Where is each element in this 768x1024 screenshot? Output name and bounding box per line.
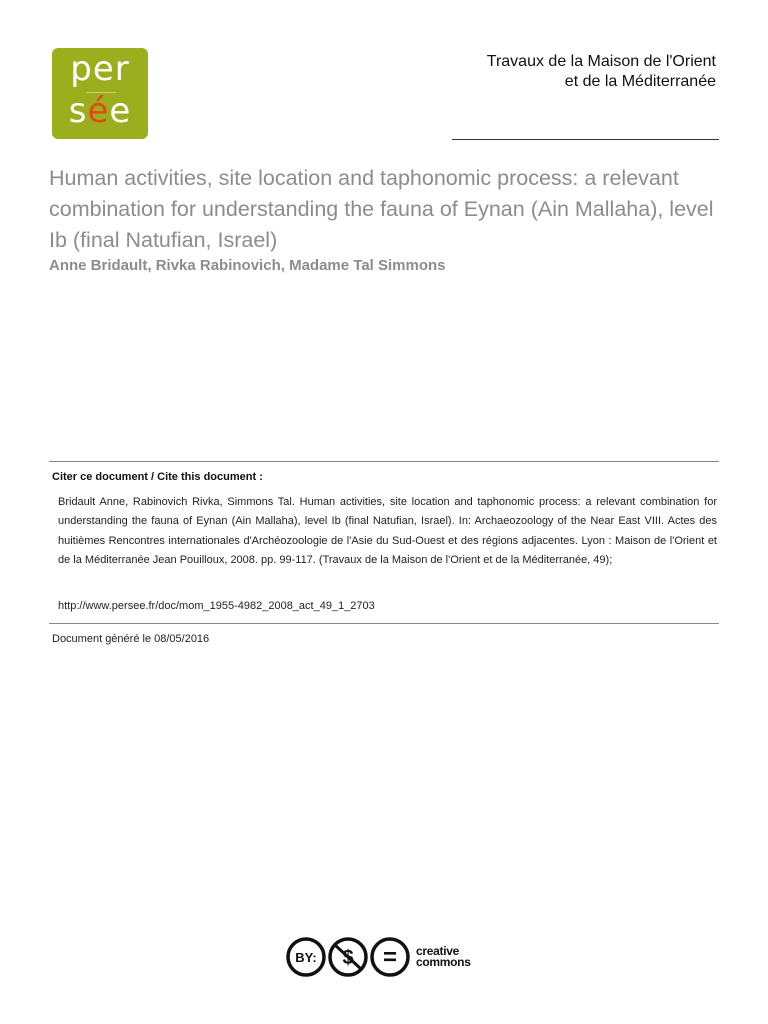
journal-name (487, 52, 716, 92)
cc-nc-label: $ (342, 947, 354, 969)
article-title: Human activities, site location and taphonomic process: a relevant combination for understanding the fauna of Eynan (Ain Mallaha), level Ib (final Natufian, Israel) (49, 166, 714, 252)
generation-date: Document généré le 08/05/2016 (52, 633, 210, 645)
citation-url-link[interactable]: http://www.persee.fr/doc/mom_1955-4982_2008_act_49_1_2703 (58, 600, 375, 612)
persee-logo[interactable] (52, 48, 148, 139)
author-link-2[interactable]: Rivka Rabinovich (155, 257, 281, 274)
author-separator: , (280, 257, 290, 274)
cc-by-icon (286, 937, 326, 977)
journal-name-line1: Travaux de la Maison de l'Orient (486, 53, 716, 70)
logo-text-bottom: sée (68, 91, 132, 131)
author-link-3[interactable]: Madame Tal Simmons (289, 257, 446, 274)
cc-noncommercial-icon (328, 937, 368, 977)
logo-text-top: per (70, 49, 130, 89)
author-separator: , (147, 257, 156, 274)
journal-name-line2: et de la Méditerranée (564, 73, 716, 90)
author-list (49, 256, 446, 276)
author-link-1[interactable]: Anne Bridault (49, 257, 148, 274)
creative-commons-license[interactable] (286, 937, 471, 977)
cc-noderivatives-icon (370, 937, 410, 977)
cc-nd-label: = (382, 944, 398, 971)
citation-box (49, 461, 719, 624)
citation-text: Bridault Anne, Rabinovich Rivka, Simmons Tal. Human activities, site location and taphonomic process: a relevant combination for understanding the fauna of Eynan (Ain Mallaha), level Ib (final Natufian, Israel). In: Archaeozoology of the Near East VIII. Actes des huitièmes Rencontres internationales d'Archéozoologie de l'Asie du Sud-Ouest et des régions adjacentes. Lyon : Maison de l'Orient et de la Méditerranée Jean Pouilloux, 2008. pp. 99-117. (Travaux de la Maison de l'Orient et de la Méditerranée, 49); (58, 496, 717, 567)
cc-by-label: BY: (295, 950, 317, 965)
citation-heading: Citer ce document / Cite this document : (52, 471, 263, 483)
header-divider (452, 139, 719, 140)
creative-commons-wordmark: creative commons (416, 944, 471, 969)
